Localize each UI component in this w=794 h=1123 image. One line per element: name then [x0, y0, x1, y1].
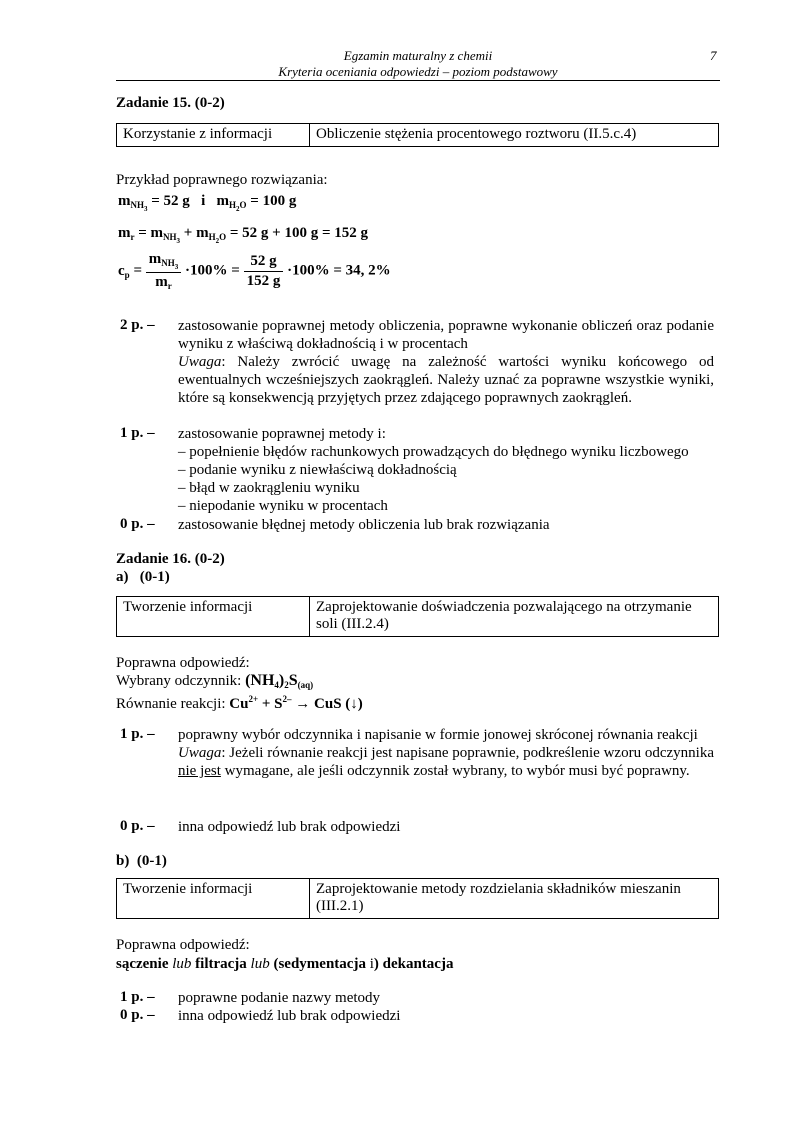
- f3-nh: NH: [161, 258, 175, 268]
- f3-end: ·100% = 34, 2%: [287, 262, 391, 279]
- reagent-aq: (aq): [297, 680, 314, 690]
- score-2p-text: zastosowanie poprawnej metody obliczenia, poprawne wykonanie obliczeń oraz podanie wyniku z właściwą dokładnością i w procentach: [178, 318, 714, 352]
- answer-saczenie: sączenie: [116, 956, 169, 972]
- header-title: Egzamin maturalny z chemii: [343, 48, 493, 63]
- f1-nh: NH: [130, 200, 144, 210]
- task16b-score-0p: 0 p. –: [120, 1007, 155, 1023]
- score-2p-note: : Należy zwrócić uwagę na zależność wartości wyniku końcowego od ewentualnych wcześniejszych zaokrągleń. Należy uznać za poprawne wszystkie wyniki, które są konsekwencją przyjętych przez zdającego poprawnych zaokrągleń.: [178, 354, 714, 406]
- task16a-skill: Tworzenie informacji: [117, 597, 310, 637]
- task16a-note-underlined: nie jest: [178, 763, 221, 779]
- f2-o: O: [219, 232, 227, 242]
- answer-dekantacja: ) dekantacja: [373, 956, 454, 972]
- page-number: 7: [710, 48, 717, 63]
- f3-mid: ·100% =: [185, 262, 240, 279]
- task16a-score-1p-desc: [178, 726, 714, 780]
- reagent-nh: (NH: [245, 672, 275, 689]
- fraction-1: [146, 251, 182, 291]
- task15-example-label: Przykład poprawnego rozwiązania:: [116, 172, 328, 188]
- f3-p: p: [124, 269, 130, 280]
- f1-2: 2: [236, 205, 240, 213]
- f3-den-r: r: [167, 281, 172, 291]
- reagent-2: 2: [284, 680, 289, 690]
- task16-title: Zadanie 16. (0-2): [116, 551, 225, 567]
- formula-total-mass: [118, 225, 368, 245]
- task16a-score-1p: 1 p. –: [120, 726, 155, 742]
- reaction-end: → CuS (↓): [291, 696, 363, 712]
- task16b-criteria-table: [116, 878, 719, 919]
- f1-3: 3: [144, 205, 148, 213]
- f2-r: r: [130, 232, 135, 242]
- score-0p: 0 p. –: [120, 516, 155, 532]
- score-1p-item: – błąd w zaokrągleniu wyniku: [178, 480, 360, 496]
- reagent-formula: [245, 672, 313, 689]
- score-1p-item: – podanie wyniku z niewłaściwą dokładnością: [178, 462, 457, 478]
- score-1p-desc: [178, 425, 714, 515]
- reaction-cu-charge: 2+: [248, 694, 259, 704]
- task16b-answer-label: Poprawna odpowiedź:: [116, 937, 250, 953]
- task15-title: Zadanie 15. (0-2): [116, 95, 225, 111]
- f3-den-m: m: [155, 274, 168, 290]
- task16a-answer-label: Poprawna odpowiedź:: [116, 655, 250, 671]
- task15-requirement: Obliczenie stężenia procentowego roztworu (II.5.c.4): [310, 124, 719, 147]
- task16b-title: b) (0-1): [116, 853, 167, 869]
- reaction-s-charge: 2–: [282, 694, 292, 704]
- reaction-equation: [229, 696, 362, 712]
- score-0p-desc: zastosowanie błędnej metody obliczenia lub brak rozwiązania: [178, 517, 550, 533]
- task16a-score-1p-text: poprawny wybór odczynnika i napisanie w formie jonowej skróconej równania reakcji: [178, 727, 698, 743]
- f1-val1: = 52 g: [151, 193, 190, 209]
- task16a-requirement: Zaprojektowanie doświadczenia pozwalającego na otrzymanie soli (III.2.4): [310, 597, 719, 637]
- answer-or-2: lub: [250, 956, 270, 972]
- f1-m2: m: [216, 193, 229, 209]
- f2-plus: + m: [183, 225, 209, 241]
- task16a-note-label: Uwaga: [178, 745, 222, 761]
- f2-nh: NH: [163, 232, 177, 242]
- f2-m: m: [118, 225, 131, 241]
- formula-masses: [118, 193, 296, 213]
- task16b-skill: Tworzenie informacji: [117, 879, 310, 919]
- fraction-2: [244, 253, 284, 290]
- f2-3: 3: [176, 237, 181, 245]
- reagent-label: Wybrany odczynnik:: [116, 673, 242, 689]
- f2-eq: = m: [138, 225, 164, 241]
- answer-or-1: lub: [172, 956, 192, 972]
- task15-skill: Korzystanie z informacji: [117, 124, 310, 147]
- f2-rest: = 52 g + 100 g = 152 g: [229, 225, 369, 241]
- reaction-plus-s: + S: [258, 696, 283, 712]
- task16a-reaction: [116, 690, 363, 713]
- answer-filtracja: filtracja: [195, 956, 247, 972]
- score-1p-item: – popełnienie błędów rachunkowych prowadzących do błędnego wyniku liczbowego: [178, 444, 689, 460]
- f3-num-m: m: [148, 251, 162, 267]
- f2-h: H: [208, 232, 216, 242]
- task16b-answer: [116, 955, 453, 973]
- reaction-cu: Cu: [229, 696, 249, 712]
- task15-criteria-table: [116, 123, 719, 147]
- reagent-close: ): [278, 672, 285, 689]
- f2-2: 2: [215, 237, 220, 245]
- score-1p: 1 p. –: [120, 425, 155, 441]
- f1-m: m: [118, 193, 131, 209]
- answer-and: i: [369, 956, 374, 972]
- f3-num2: 52 g: [244, 253, 284, 272]
- task16b-score-0p-desc: inna odpowiedź lub brak odpowiedzi: [178, 1008, 401, 1024]
- f3-c: c: [118, 262, 125, 279]
- f1-i: i: [201, 193, 206, 209]
- task16a-criteria-table: [116, 596, 719, 637]
- f3-den2: 152 g: [246, 272, 281, 289]
- task16a-note-2: wymagane, ale jeśli odczynnik został wybrany, to wybór musi być poprawny.: [220, 763, 690, 779]
- score-2p: 2 p. –: [120, 317, 155, 333]
- score-1p-item: – niepodanie wyniku w procentach: [178, 498, 388, 514]
- f1-val2: = 100 g: [250, 193, 297, 209]
- task16b-score-1p: 1 p. –: [120, 989, 155, 1005]
- reaction-label: Równanie reakcji:: [116, 696, 226, 712]
- score-2p-desc: [178, 317, 714, 407]
- task16a-note-1: : Jeżeli równanie reakcji jest napisane poprawnie, podkreślenie wzoru odczynnika: [221, 745, 714, 761]
- reagent-4: 4: [274, 680, 279, 690]
- answer-sedymentacja: (sedymentacja: [273, 956, 366, 972]
- f1-o: O: [239, 200, 247, 210]
- score-1p-text: zastosowanie poprawnej metody i:: [178, 426, 386, 442]
- f3-eq: =: [133, 262, 142, 279]
- score-2p-note-label: Uwaga: [178, 354, 222, 370]
- task16a-title: a) (0-1): [116, 569, 170, 585]
- task16b-score-1p-desc: poprawne podanie nazwy metody: [178, 990, 381, 1006]
- reagent-s: S: [288, 672, 298, 689]
- task16a-score-0p-desc: inna odpowiedź lub brak odpowiedzi: [178, 819, 401, 835]
- header-subtitle: Kryteria oceniania odpowiedzi – poziom podstawowy: [278, 64, 558, 79]
- f1-h: H: [228, 200, 236, 210]
- task16a-score-0p: 0 p. –: [120, 818, 155, 834]
- f3-3: 3: [174, 263, 179, 271]
- formula-concentration: [118, 251, 391, 291]
- header-rule: [116, 80, 720, 81]
- task16b-requirement: Zaprojektowanie metody rozdzielania składników mieszanin (III.2.1): [310, 879, 719, 919]
